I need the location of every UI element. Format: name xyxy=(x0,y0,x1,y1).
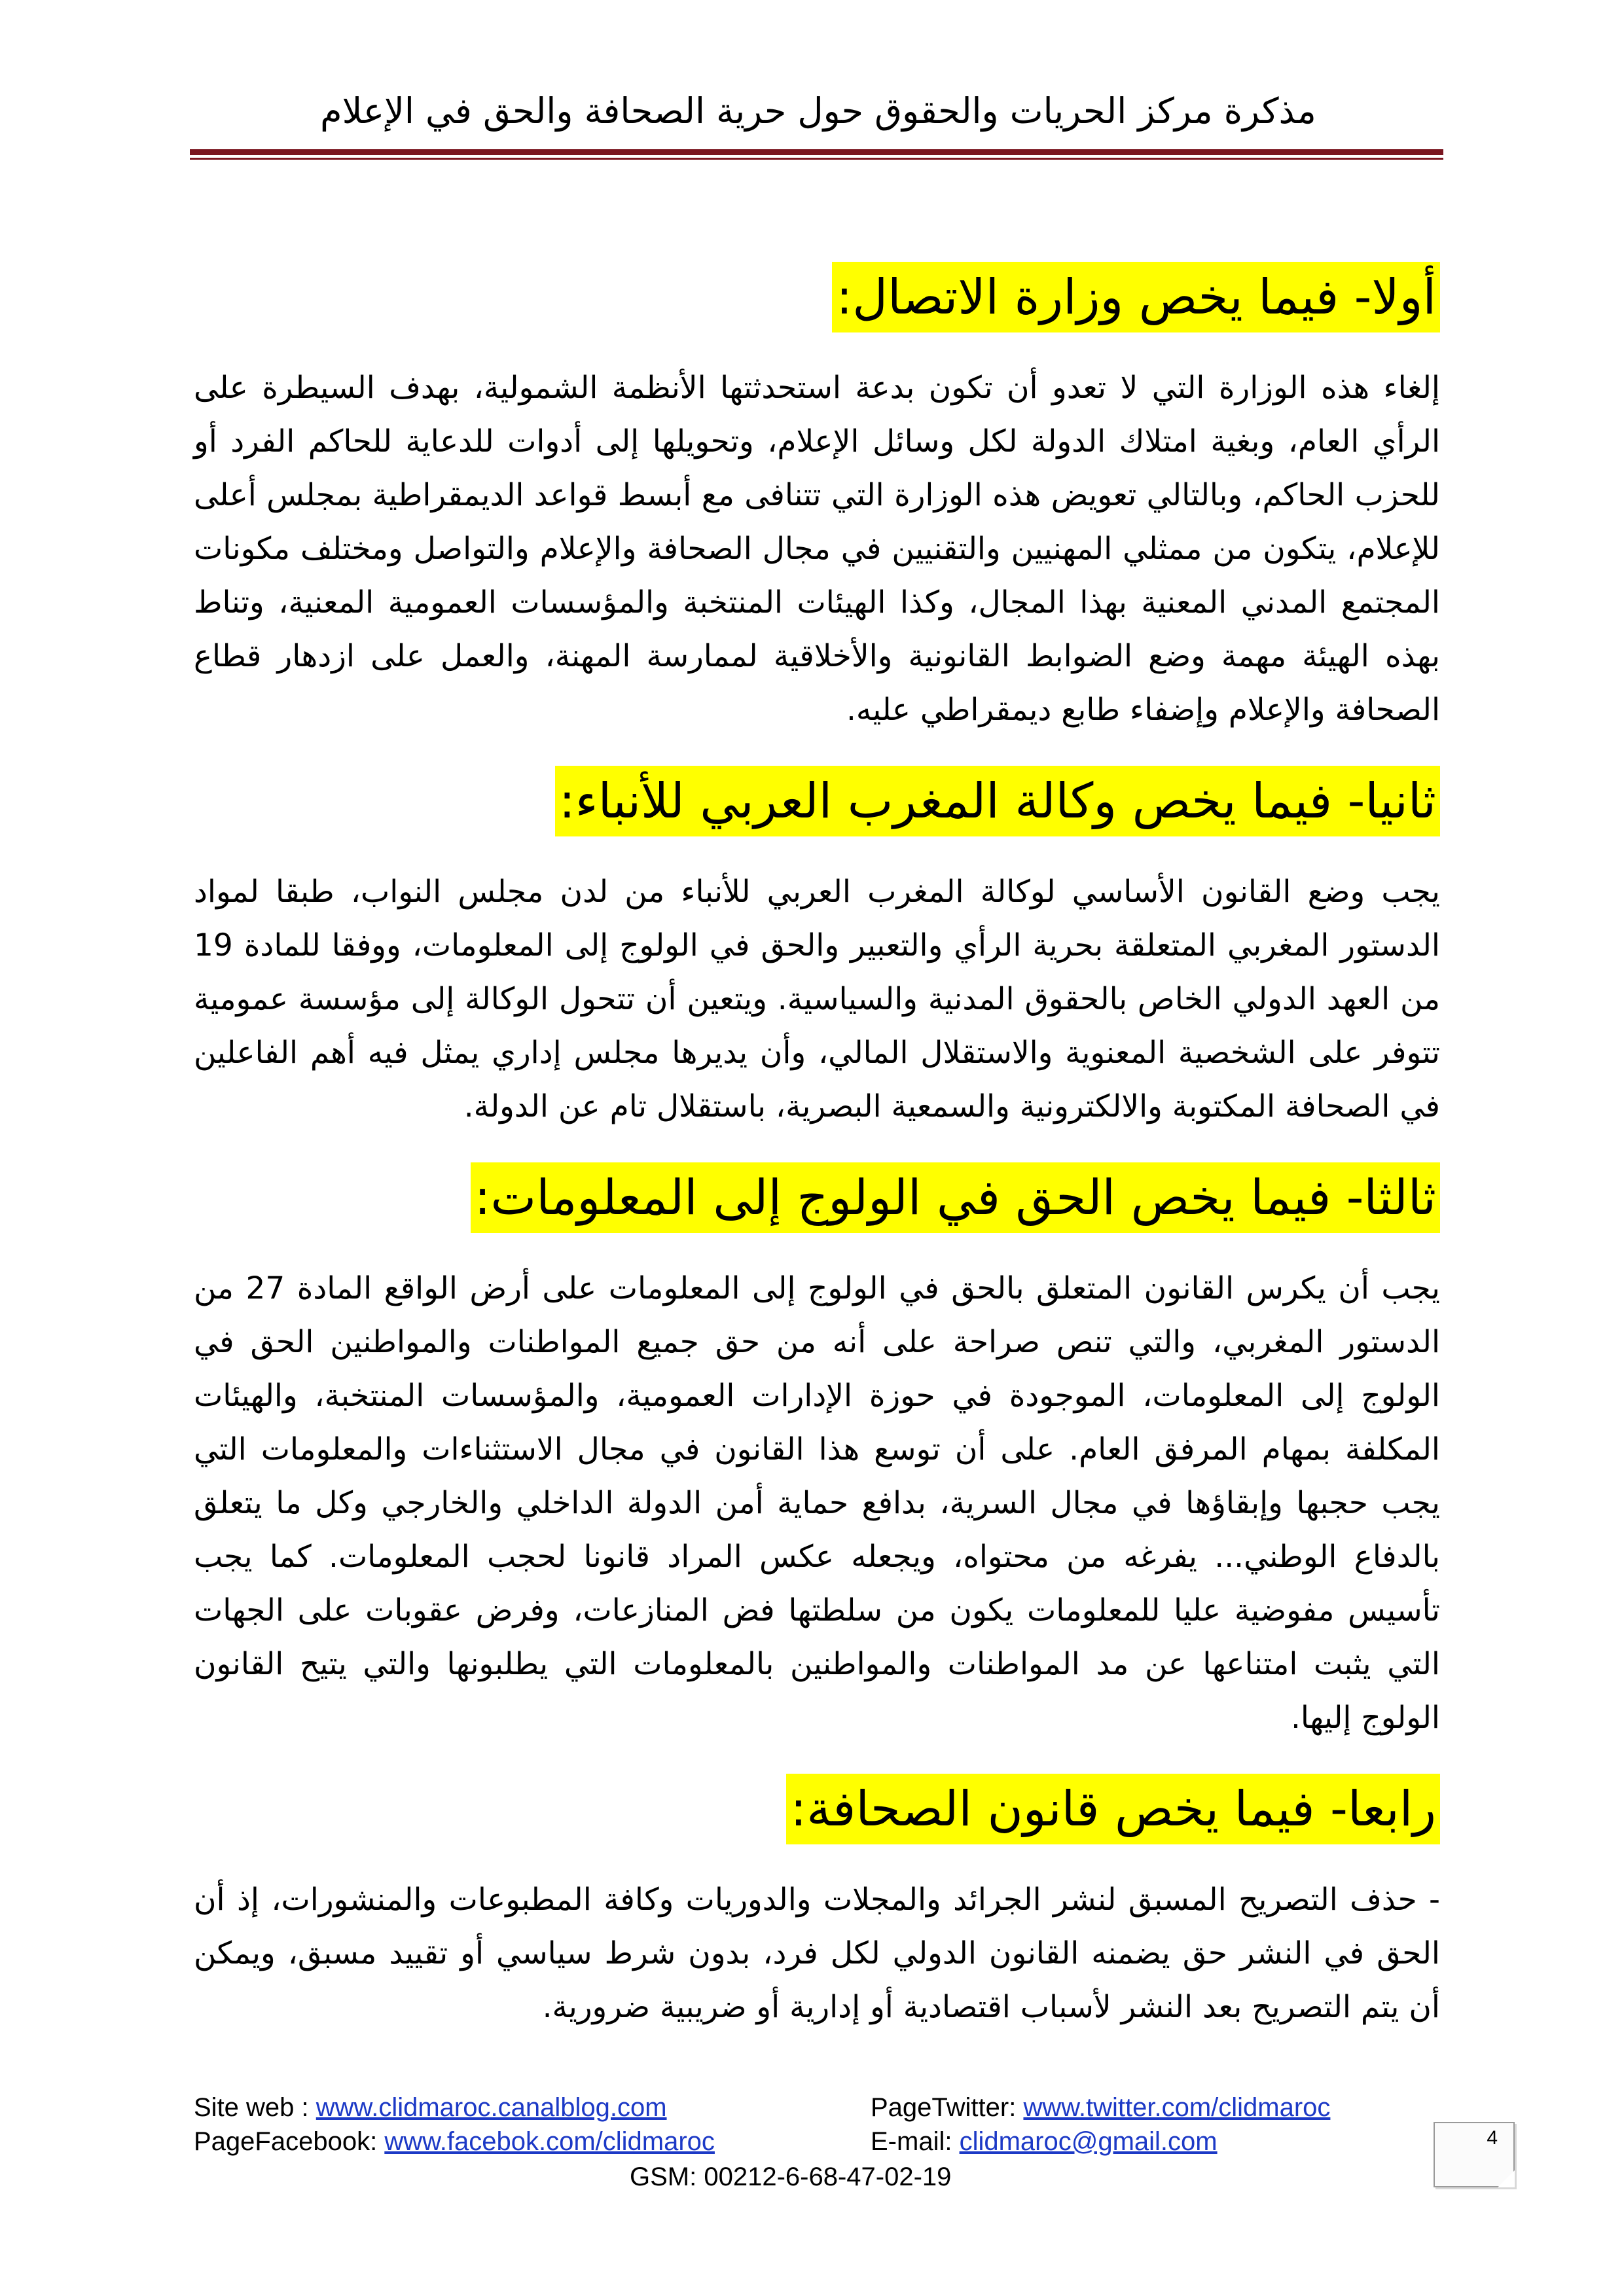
footer-twitter-link[interactable]: www.twitter.com/clidmaroc xyxy=(1023,2093,1331,2122)
header-divider-thin xyxy=(190,158,1443,160)
section-ministry-of-communication xyxy=(194,262,1440,737)
page-footer xyxy=(194,2092,1437,2223)
section-paragraph: يجب أن يكرس القانون المتعلق بالحق في الولوج إلى المعلومات على أرض الواقع المادة 27 من الدستور المغربي، والتي تنص صراحة على أنه من حق جميع المواطنات والمواطنين الحق في الولوج إلى المعلومات، الموجودة في حوزة الإدارات العمومية، والمؤسسات المنتخبة، والهيئات المكلفة بمهام المرفق العام. على أن توسع هذا القانون في مجال الاستثناءات والمعلومات التي يجب حجبها وإبقاؤها في مجال السرية، بدافع حماية أمن الدولة الداخلي والخارجي وكل ما يتعلق بالدفاع الوطني... يفرغه من محتواه، ويجعله عكس المراد قانونا لحجب المعلومات. كما يجب تأسيس مفوضية عليا للمعلومات يكون من سلطتها فض المنازعات، وفرض عقوبات على الجهات التي يثبت امتناعها عن مد المواطنات والمواطنين بالمعلومات التي يطلبونها والتي يتيح القانون الولوج إليها. xyxy=(194,1270,1440,1736)
footer-email-link[interactable]: clidmaroc@gmail.com xyxy=(959,2127,1218,2156)
header-divider-thick xyxy=(190,149,1443,155)
footer-facebook-label: PageFacebook: xyxy=(194,2127,385,2156)
section-access-to-information xyxy=(194,1162,1440,1745)
section-heading: رابعا- فيما يخص قانون الصحافة: xyxy=(786,1774,1440,1844)
section-heading: ثانيا- فيما يخص وكالة المغرب العربي للأنباء: xyxy=(555,766,1440,836)
footer-twitter-label: PageTwitter: xyxy=(871,2093,1024,2122)
section-paragraph: - حذف التصريح المسبق لنشر الجرائد والمجلات والدوريات وكافة المطبوعات والمنشورات، إذ أن الحق في النشر حق يضمنه القانون الدولي لكل فرد، بدون شرط سياسي أو تقييد مسبق، ويمكن أن يتم التصريح بعد النشر لأسباب اقتصادية أو إدارية أو ضريبية ضرورية. xyxy=(194,1882,1440,2025)
section-heading: ثالثا- فيما يخص الحق في الولوج إلى المعلومات: xyxy=(471,1162,1440,1233)
footer-email xyxy=(871,2126,1218,2157)
document-body xyxy=(194,262,1440,2063)
footer-facebook xyxy=(194,2126,715,2157)
page-fold-icon xyxy=(1498,2170,1515,2187)
footer-twitter xyxy=(871,2092,1330,2123)
section-news-agency xyxy=(194,766,1440,1134)
section-heading: أولا- فيما يخص وزارة الاتصال: xyxy=(832,262,1440,332)
section-paragraph: يجب وضع القانون الأساسي لوكالة المغرب العربي للأنباء من لدن مجلس النواب، طبقا لمواد الدستور المغربي المتعلقة بحرية الرأي والتعبير والحق في الولوج إلى المعلومات، ووفقا للمادة 19 من العهد الدولي الخاص بالحقوق المدنية والسياسية. ويتعين أن تتحول الوكالة إلى مؤسسة عمومية تتوفر على الشخصية المعنوية والاستقلال المالي، وأن يديرها مجلس إداري يمثل فيه أهم الفاعلين في الصحافة المكتوبة والالكترونية والسمعية البصرية، باستقلال تام عن الدولة. xyxy=(194,874,1440,1124)
footer-gsm: GSM: 00212-6-68-47-02-19 xyxy=(630,2162,952,2191)
footer-site xyxy=(194,2092,667,2123)
page-header-title: مذكرة مركز الحريات والحقوق حول حرية الصحافة والحق في الإعلام xyxy=(320,90,1316,132)
footer-site-label: Site web : xyxy=(194,2093,316,2122)
section-paragraph: إلغاء هذه الوزارة التي لا تعدو أن تكون بدعة استحدثتها الأنظمة الشمولية، بهدف السيطرة على الرأي العام، وبغية امتلاك الدولة لكل وسائل الإعلام، وتحويلها إلى أدوات للدعاية للحاكم الفرد أو للحزب الحاكم، وبالتالي تعويض هذه الوزارة التي تتنافى مع أبسط قواعد الديمقراطية بمجلس أعلى للإعلام، يتكون من ممثلي المهنيين والتقنيين في مجال الصحافة والإعلام والتواصل ومختلف مكونات المجتمع المدني المعنية بهذا المجال، وكذا الهيئات المنتخبة والمؤسسات العمومية المعنية، وتناط بهذه الهيئة مهمة وضع الضوابط القانونية والأخلاقية لممارسة المهنة، والعمل على ازدهار قطاع الصحافة والإعلام وإضفاء طابع ديمقراطي عليه. xyxy=(194,370,1440,728)
footer-email-label: E-mail: xyxy=(871,2127,960,2156)
footer-facebook-link[interactable]: www.facebok.com/clidmaroc xyxy=(384,2127,715,2156)
page-number-box xyxy=(1434,2122,1515,2187)
footer-site-link[interactable]: www.clidmaroc.canalblog.com xyxy=(316,2093,667,2122)
section-press-law xyxy=(194,1774,1440,2034)
page-number: 4 xyxy=(1487,2127,1498,2149)
